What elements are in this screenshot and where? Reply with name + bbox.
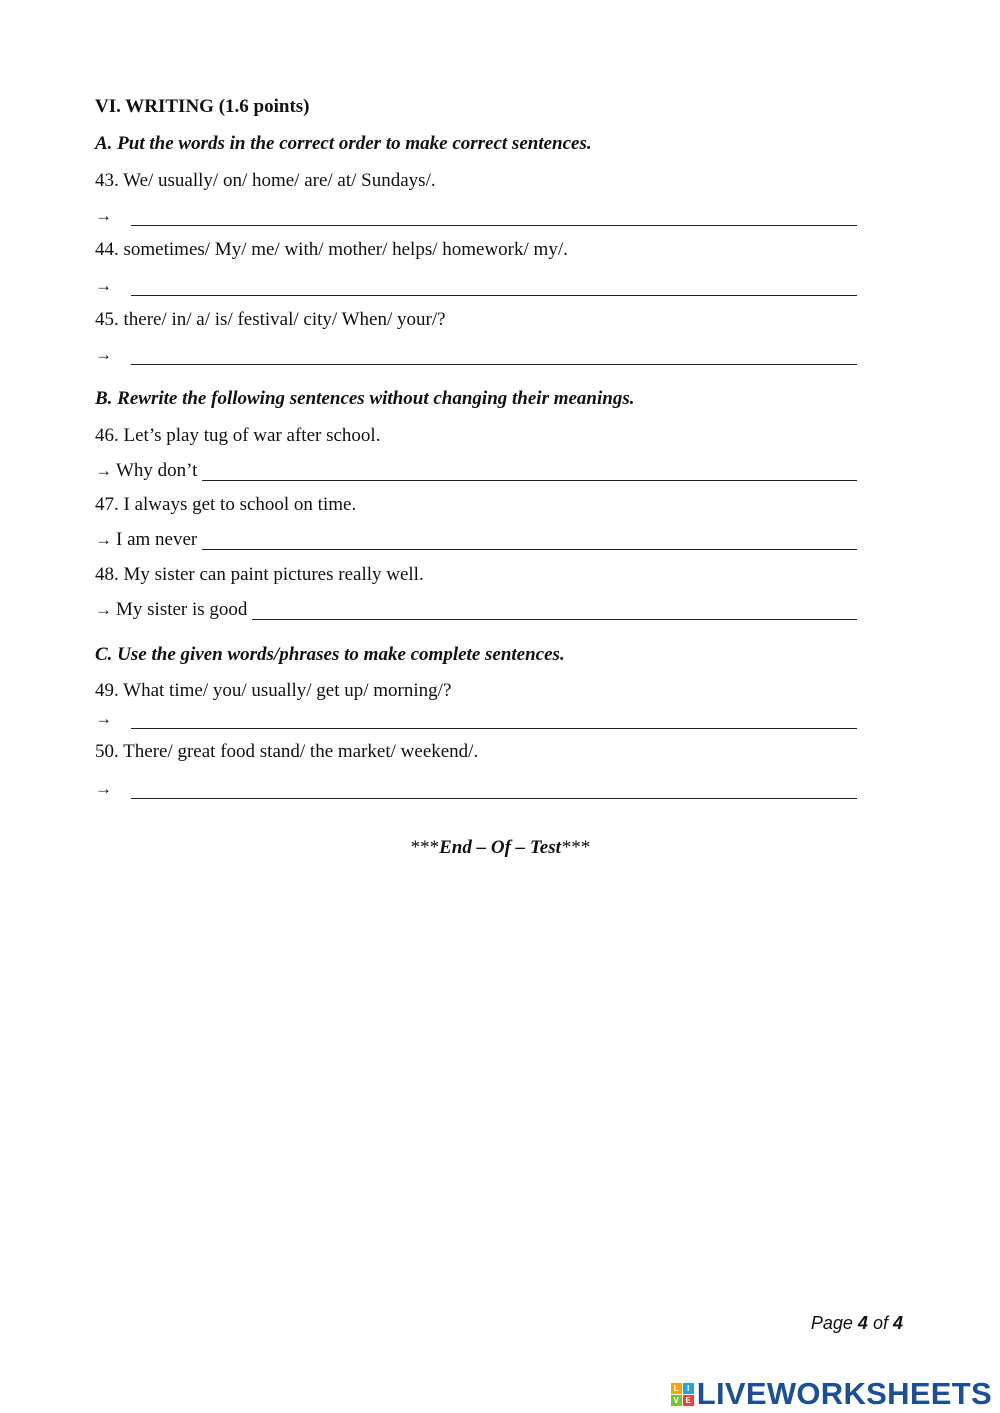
logo-mark-i: I [683, 1383, 694, 1394]
answer-46-field[interactable] [95, 459, 857, 483]
arrow-icon: → [95, 461, 112, 480]
page-label: Page [810, 1313, 853, 1333]
arrow-icon: → [95, 779, 112, 798]
logo-text: LIVEWORKSHEETS [696, 1376, 992, 1411]
question-47: 47. I always get to school on time. [95, 494, 357, 515]
page-of-label: of [872, 1313, 888, 1333]
answer-50-blank[interactable] [131, 780, 857, 799]
page-total: 4 [892, 1313, 903, 1333]
logo-mark-l: L [671, 1383, 682, 1394]
answer-48-blank[interactable] [252, 601, 857, 620]
arrow-icon: → [95, 530, 112, 549]
arrow-icon: → [95, 600, 112, 619]
answer-44-field[interactable] [95, 274, 857, 298]
section-heading: VI. WRITING (1.6 points) [95, 96, 310, 117]
end-stars-right: *** [560, 837, 590, 858]
section-b-title: B. Rewrite the following sentences without changing their meanings. [95, 388, 635, 409]
answer-47-prefix: I am never [116, 529, 198, 550]
question-46: 46. Let’s play tug of war after school. [95, 425, 381, 446]
question-44: 44. sometimes/ My/ me/ with/ mother/ helps/ homework/ my/. [95, 239, 568, 260]
end-stars-left: *** [410, 837, 440, 858]
end-of-test [0, 836, 1000, 860]
answer-46-blank[interactable] [202, 462, 857, 481]
page-current: 4 [857, 1313, 868, 1333]
arrow-icon: → [95, 276, 112, 295]
question-43: 43. We/ usually/ on/ home/ are/ at/ Sundays/. [95, 170, 436, 191]
section-a-title: A. Put the words in the correct order to make correct sentences. [95, 133, 592, 154]
answer-44-blank[interactable] [131, 277, 857, 296]
answer-45-blank[interactable] [131, 346, 857, 365]
page-number [811, 1313, 903, 1334]
answer-48-field[interactable] [95, 598, 857, 622]
arrow-icon: → [95, 709, 112, 728]
answer-43-blank[interactable] [131, 207, 857, 226]
question-49: 49. What time/ you/ usually/ get up/ morning/? [95, 680, 452, 701]
answer-46-prefix: Why don’t [116, 460, 198, 481]
end-text: End – Of – Test [439, 837, 561, 858]
answer-47-blank[interactable] [202, 531, 857, 550]
answer-45-field[interactable] [95, 343, 857, 367]
question-50: 50. There/ great food stand/ the market/ weekend/. [95, 741, 479, 762]
logo-mark-v: V [671, 1395, 682, 1406]
logo-mark-e: E [683, 1395, 694, 1406]
logo-mark-icon [671, 1383, 694, 1406]
section-c-title: C. Use the given words/phrases to make complete sentences. [95, 644, 565, 665]
arrow-icon: → [95, 345, 112, 364]
answer-43-field[interactable] [95, 204, 857, 228]
liveworksheets-logo [671, 1376, 992, 1412]
answer-50-field[interactable] [95, 777, 857, 801]
answer-48-prefix: My sister is good [116, 599, 248, 620]
arrow-icon: → [95, 206, 112, 225]
answer-49-blank[interactable] [131, 710, 857, 729]
answer-49-field[interactable] [95, 707, 857, 731]
question-45: 45. there/ in/ a/ is/ festival/ city/ When/ your/? [95, 309, 446, 330]
answer-47-field[interactable] [95, 528, 857, 552]
question-48: 48. My sister can paint pictures really well. [95, 564, 424, 585]
